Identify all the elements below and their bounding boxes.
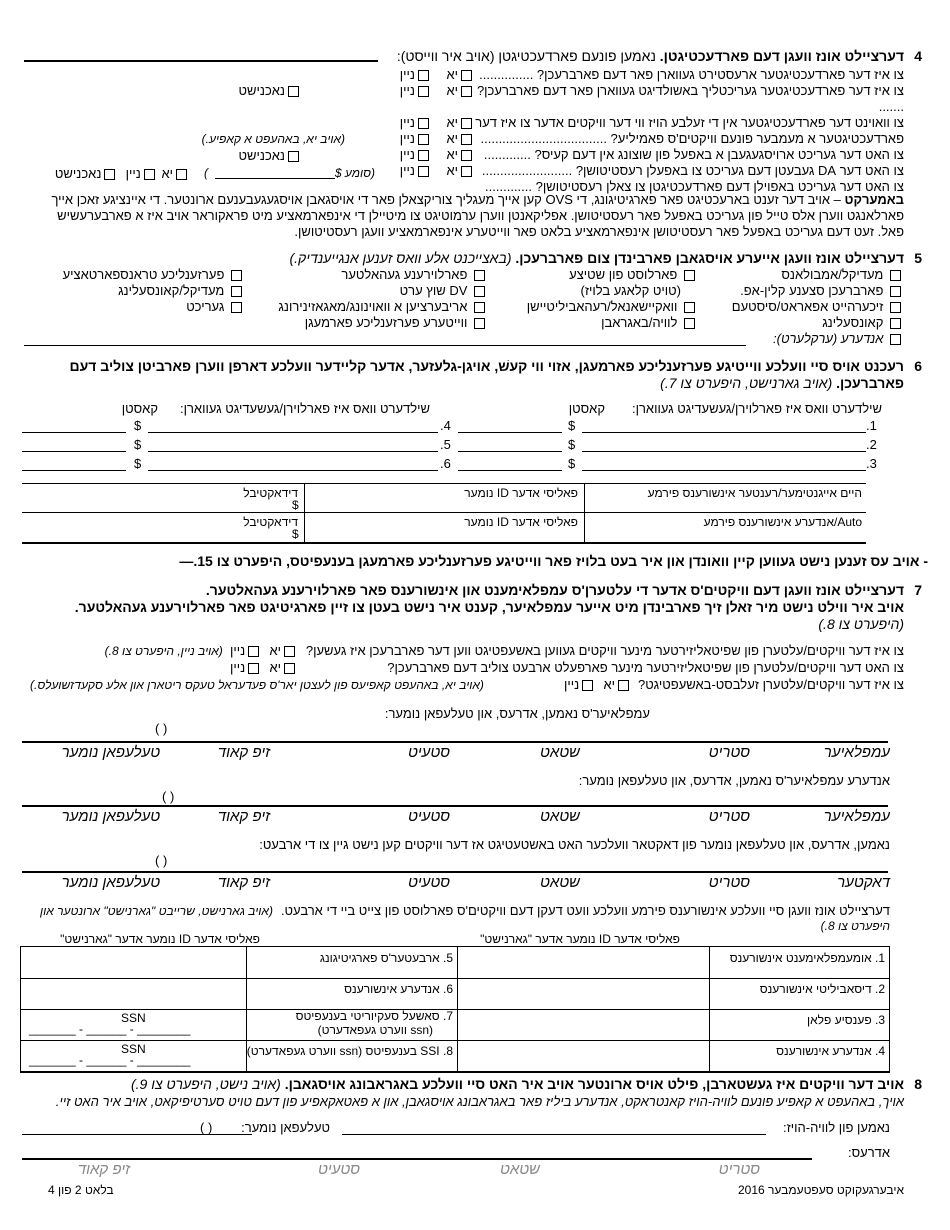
footer-page: בלאט 2 פון 4 [48,1183,114,1197]
property-insurance-table [22,483,866,544]
no-label: ניין [399,147,415,162]
funeral-phone-area[interactable]: ( ) [200,1120,213,1135]
q4-r3-yes-checkbox[interactable] [461,118,472,129]
q4-q-da-restitution: צו האט דער DA געבעטן דעם געריכט צו באפעלן רעסטיטושן? ......................... [481,163,904,178]
other-phone-col: טעלעפאן נומער [61,808,160,825]
q7-r1-yes-checkbox[interactable] [284,646,295,657]
employer-phone-area[interactable]: ( ) [155,721,168,736]
other-employer-phone-area[interactable]: ( ) [162,789,175,804]
q7-r3-no-checkbox[interactable] [582,680,593,691]
q5-col3 [258,267,488,331]
wage-insurance-grid [20,946,890,1073]
q7-r3-yes-checkbox[interactable] [618,680,629,691]
q5-cleanup-checkbox[interactable] [890,286,901,297]
no-label: ניין [399,115,415,130]
q4-copy-note: (אויב יא, באהעפט א קאפיע.) [201,132,345,146]
doctor-street-col: סטריט [708,874,750,891]
q5-col4 [25,267,245,315]
q4-q-arrested: צו איז דער פארדעכטיגטער ארעסטירט געווארן פאר דעם פארברעכן? ............... [479,67,904,82]
doctor-address-line[interactable] [22,871,888,873]
q5-vocational-checkbox[interactable] [684,302,695,313]
ins1-company-label[interactable]: היים אייגנטימער/רענטער אינשורענס פירמע [647,486,862,500]
q4-r2-yes-checkbox[interactable] [461,86,472,97]
q4-title-bold: דערציילט אונז וועגן דעם פארדעכטיגטן. [659,48,904,64]
q5-medical-counseling-label: מעדיקל/קאונסעלינג [118,283,225,298]
q4-r1-yes-checkbox[interactable] [461,70,472,81]
q4-title [397,48,904,64]
q4-r1-no-checkbox[interactable] [418,70,429,81]
ins-col-head-left: פאליסי אדער ID נומער אדער "גארנישט" [60,932,260,946]
q6-row5-dollar: $ [134,437,142,452]
yes-label: יא [603,677,615,692]
q4-r6-options-extra [55,166,190,181]
ssn-label-2: SSN [121,1042,146,1056]
q6-col-item-left: שילדערט וואס איז פארלוירן/געשעדיגט געווארן: [179,401,430,416]
q7-r2-options [230,660,298,675]
q4-r3-no-checkbox[interactable] [418,118,429,129]
q5-court-checkbox[interactable] [231,302,242,313]
q7-r2-no-checkbox[interactable] [248,663,259,674]
yes-label: יא [446,83,458,98]
q6-row6-num: 6. [440,456,451,471]
q5-transport-label: פערזענליכע טראנספארטאציע [62,267,225,282]
doctor-zip-col: זיפ קאוד [217,874,270,891]
q6-row5-item-field[interactable] [148,451,438,452]
funeral-zip-col: זיפ קאוד [77,1161,130,1178]
q4-number: 4 [914,48,922,64]
q7-skip8-note: (אויב ניין, היפערט צו 8.) [104,644,223,658]
q4-q-family: פארדעכטיגטער א מעמבער פונעם וויקטים'ס פאמיליע? ................................... [480,131,904,146]
yes-label: יא [269,643,281,658]
q4-r4-yes-checkbox[interactable] [461,134,472,145]
q4-r6-unknown-checkbox[interactable] [104,169,115,180]
q6-col-cost-right: קאסטן [568,401,605,416]
q5-relocation-checkbox[interactable] [474,302,485,313]
employer-label: עמפלאיער'ס נאמען, אדרעס, און טעלעפאן נומער: [384,706,650,721]
ins1-policy-label[interactable]: פאליסי אדער ID נומער [464,486,578,500]
ssn-label-1: SSN [121,1011,146,1025]
q7-title-line3: (היפערט צו 8.) [818,616,904,632]
q6-row2-dollar: $ [568,437,576,452]
yes-label: יא [446,67,458,82]
yes-label: יא [446,131,458,146]
q7-r1-no-checkbox[interactable] [248,646,259,657]
q7-title-line1: דערציילט אונז וועגן דעם וויקטים'ס אדער די עלטערן'ס עמפלאימענט און אינשורענס פאר פארלוירענע געהאלטער. [205,582,904,598]
wage-insurance-intro-note2: היפערט צו 8.) [820,919,890,933]
q8-title-rest: (אויב נישט, היפערט צו 9.) [130,1076,285,1092]
q4-q-charged: צו איז דער פארדעכטיגטער געריכטליך באשולדיגט געווארן פאר דעם פארברעכן? ....... [476,83,904,114]
other-employer-col: עמפלאיער [823,808,890,825]
q6-col-cost-left: קאסטן [121,401,158,416]
q5-other-checkbox[interactable] [890,334,901,345]
q5-property-label: ווייטערע פערזענליכע פארמעגן [304,315,468,330]
q8-number: 8 [914,1076,922,1092]
q6-col-item-right: שילדערט וואס איז פארלוירן/געשעדיגט געווארן: [631,401,882,416]
doctor-city-col: שטאט [540,874,580,891]
ins-social-security-label: 7. סאשעל סעקיוריטי בענעפיטס [295,1009,453,1023]
q4-r6-no2-checkbox[interactable] [144,169,155,180]
q4-r6-yes2-checkbox[interactable] [176,169,187,180]
ins-unemployment[interactable]: 1. אומעמפלאימענט אינשורענס [729,951,885,965]
q8-subtitle: אויך, באהעפט א קאפיע פונעם לוויה-הויז קאנטראקט, אנדערע ביליז פאר באגראבונג אויסגאבן, און א פאטאקאפיע פון דעם טויט סערטיפיקאט, אויב איר האט זיי. [55,1094,904,1109]
q6-title-line1: רעכנט אויס סיי וועלכע ווייטיגע פערזענליכע פארמעגן, אזוי ווי קעשׁ, אויגן-גלעזער, אדער קליידער וועלכע דארפן ווערן פארביטן צוליב דעם [69,358,904,374]
no-label: ניין [230,643,246,658]
no-label: ניין [399,67,415,82]
q5-dv-shelter-label: DV שוץ ערט [399,283,468,298]
q4-q-household: צו וואוינט דער פארדעכטיגטער אין די זעלבע הויז ווי דער וויקטים אדער צו איז דער [475,115,904,130]
q6-row4-item-field[interactable] [148,432,438,433]
ins-col-head-right: פאליסי אדער ID נומער אדער "גארנישט" [480,932,680,946]
q5-death-only-note: (טויט קלאגע בלויז) [580,283,681,298]
q4-row3-options [375,115,475,131]
wage-insurance-intro: דערציילט אונז וועגן סיי וועלכע אינשורענס פירמע וועלכע וועט דעקן דעם וויקטים'ס פארלוסט פון צייט ביי די ארבעט. [280,903,890,918]
q7-q-employed: צו איז דער וויקטים/עלטערן פון שפיטאליזירטער מינער וויקטים געווען באשעפטיגט ווען דער פארברעכן איז געשען? [305,643,904,658]
q5-medical-label: מעדיקל/אמבולאנס [781,267,884,282]
restitution-sum-field[interactable] [215,178,335,179]
ins2-deductible-label[interactable]: דידאקטיבל [243,515,298,529]
q6-row6-cost-field[interactable] [22,470,126,471]
q6-row1-num: 1. [866,418,877,433]
q8-title-bold: אויב דער וויקטים איז געשטארבן, פילט אויס ארונטער אויב איר האט סיי וועלכע באגראבונג אויסגאבן. [284,1076,904,1092]
funeral-city-col: שטאט [500,1161,540,1178]
q5-loss-support-label: פארלוסט פון שטיצע [569,267,678,282]
funeral-phone-label: טעלעפאן נומער: [241,1120,330,1135]
q6-skip-note: - אויב עס זענען נישט געווען קיין וואונדן און איר בעט בלויז פאר ווייטיגע פערזענליכע פארמעגן בענעפיטס, היפערט צו 15.— [179,553,928,569]
wage-insurance-intro-note: (אויב גארנישט, שרייבט "גארנישט" ארונטער און [40,904,273,918]
q5-title [290,250,905,266]
q6-row2-num: 2. [866,437,877,452]
q7-r3-options [564,677,632,692]
q5-lost-wages-label: פארלוירענע געהאלטער [341,267,468,282]
yes-label: יא [446,147,458,162]
q5-dv-shelter-checkbox[interactable] [474,286,485,297]
yes-label: יא [446,163,458,178]
ins1-deductible-label[interactable]: דידאקטיבל [243,486,298,500]
q4-r2-unknown [239,83,302,98]
funeral-phone-field[interactable] [22,1134,252,1135]
q6-row1-cost-field[interactable] [458,432,562,433]
ssn-field-2[interactable]: _______ - ______ - ________ [29,1053,191,1067]
ssn-field-1[interactable]: _______ - ______ - ________ [29,1022,191,1036]
ins-workers-comp[interactable]: 5. ארבעטער'ס פארגיטיגונג [319,951,453,965]
ins1-dollar: $ [292,498,299,512]
q5-counseling-label: קאונסעלינג [822,315,884,330]
q5-other-label: אנדערע (ערקלערט): [773,331,884,346]
q6-number: 6 [914,358,922,374]
sum-label: (סומע $ [334,166,375,180]
suspect-name-field[interactable] [24,60,378,62]
q5-transport-checkbox[interactable] [231,270,242,281]
q6-title-bold: פארברעכן. [836,375,904,391]
q4-remark [24,192,904,240]
employer-street-col: סטריט [708,744,750,761]
employer-zip-col: זיפ קאוד [217,744,270,761]
q4-row4-options [375,131,475,147]
no-label: ניין [564,677,580,692]
remark-line3: פאל. זעט דעם געריכט באפעל פאר רעסטיטושן אינפארמאציע בלאט פאר ווייטערע אינפארמאציע וועגן רעסטיטושן. [294,224,904,239]
q6-row6-item-field[interactable] [148,470,438,471]
employer-city-col: שטאט [540,744,580,761]
q5-court-label: געריכט [186,299,225,314]
q4-row1-options [375,67,475,83]
q5-title-bold: דערציילט אונז וועגן אייערע אויסגאבן פארבינדן צום פארברעכן. [515,250,904,266]
ins2-dollar: $ [292,527,299,541]
q6-row4-num: 4. [440,418,451,433]
q4-r5-yes-checkbox[interactable] [461,150,472,161]
doctor-col: דאקטער [837,874,890,891]
other-employer-address-line[interactable] [22,805,888,807]
q5-number: 5 [914,250,922,266]
other-city-col: שטאט [540,808,580,825]
q6-row6-dollar: $ [134,456,142,471]
funeral-home-label: נאמען פון לוויה-הויז: [782,1120,890,1135]
q7-r1-options [105,643,298,658]
other-street-col: סטריט [708,808,750,825]
ins-other-left[interactable]: 4. אנדערע אינשורענס [776,1044,885,1058]
q4-r5-unknown-checkbox[interactable] [288,151,299,162]
employer-phone-col: טעלעפאן נומער [61,744,160,761]
q6-row3-num: 3. [866,456,877,471]
doctor-phone-col: טעלעפאן נומער [61,874,160,891]
q7-q-self-employed: צו איז דער וויקטים/עלטערן זעלבסט-באשעפטיגט? [637,677,904,692]
no-label: ניין [230,660,246,675]
q7-number: 7 [914,582,922,598]
remark-bold: באמערקט [844,192,904,207]
q7-selfemp-note: (אויב יא, באהעפט קאפיעס פון לעצטן יאר'ס פעדעראל טעקס ריטארן און אלע סקעדזשועלס.) [30,678,484,692]
q6-row2-item-field[interactable] [582,451,866,452]
q4-row5-options [375,147,475,163]
q5-loss-support-checkbox[interactable] [684,270,695,281]
other-zip-col: זיפ קאוד [217,808,270,825]
q6-row3-dollar: $ [568,456,576,471]
q7-r2-yes-checkbox[interactable] [284,663,295,674]
funeral-address-line[interactable] [22,1158,812,1160]
employer-address-line[interactable] [22,741,888,743]
q4-r2-unknown-checkbox[interactable] [288,86,299,97]
q5-cleanup-label: פארברעכן סצענע קלין-אפ. [740,283,884,298]
yes-label: יא [269,660,281,675]
q5-vocational-label: וואקיישאנאל/רעהאביליטיישן [526,299,678,314]
unknown-label: נאכנישט [238,83,285,98]
q5-relocation-label: אריבערציען א וואוינונג/מאגאזינירונג [278,299,468,314]
q6-row2-cost-field[interactable] [458,451,562,452]
doctor-state-col: סטעיט [407,874,450,891]
employer-state-col: סטעיט [407,744,450,761]
q7-q-missed-work: צו האט דער וויקטים/עלטערן פון שפיטאליזירטער מינער פארפעלט ארבעט צוליב דעם פארברעכן? [387,660,904,675]
q4-r6-yes-checkbox[interactable] [461,166,472,177]
q4-yes-no-column [375,67,475,179]
remark-line2: פארלאנגט ווערן אלס טייל פון געריכט באפעל פאר רעסטיטושן. אפליקאנטן ווערן ערמוטיגט צו מיטיילן די אינפארמאציע מיט פראקוראר אויב איז א פארבערעשיש [57,208,904,223]
ins-pension[interactable]: 3. פענסיע פלאן [807,1013,885,1027]
q8-title [131,1076,904,1092]
ins-other-right[interactable]: 6. אנדערע אינשורענס [344,982,453,996]
q4-questions [474,67,904,195]
q6-title-rest: (אויב גארנישט, היפערט צו 7.) [660,375,837,391]
q4-q-court-restitution: צו האט דער געריכט באפוילן דעם פארדעכטיגטן צו צאלן רעסטיטושן? ............. [485,179,904,194]
q5-title-rest: (באצייכנט אלע וואס זענען אנגייענדיק.) [289,250,516,266]
q4-r6-no-checkbox[interactable] [418,166,429,177]
funeral-state-col: סטעיט [317,1161,360,1178]
unknown-label: נאכנישט [54,166,102,181]
q6-row1-item-field[interactable] [582,432,866,433]
no-label: ניין [399,163,415,178]
yes-label: יא [161,166,173,181]
q6-row4-dollar: $ [134,418,142,433]
q4-q-protection-order: צו האט דער געריכט ארויסגעגעבן א באפעל פון שוצונג אין דעם קעיס? ............. [483,147,904,162]
ins-ssn-required-note: (ssn ווערט געפאדערט) [317,1023,433,1037]
ins-ssi[interactable]: 8. SSI בענעפיטס (ssn ווערט געפאדערט) [246,1044,453,1058]
footer-date: איבערגעקוקט סעפטעמבער 2016 [737,1183,904,1197]
remark-text: – אויב דער זענט בארעכטיגט פאר פארגיטיגונג, די OVS קען אייך מעגליך צוריקצאלן פאר די אויסגאבן אויסגעגעבענעם ארונטער. די איינציגע זאכן אייך [51,192,845,207]
q6-row4-cost-field[interactable] [22,432,126,433]
q4-r5-no-checkbox[interactable] [418,150,429,161]
q5-security-label: זיכערהייט אפאראט/סיסטעם [731,299,884,314]
q6-title-line2 [660,375,904,391]
q5-counseling-checkbox[interactable] [890,318,901,329]
q5-medical-counseling-checkbox[interactable] [231,286,242,297]
other-employer-label: אנדערע עמפלאיער'ס נאמען, אדרעס, און טעלעפאן נומער: [578,773,890,788]
ins-disability[interactable]: 2. דיסאביליטי אינשורענס [759,982,885,996]
q6-row1-dollar: $ [568,418,576,433]
funeral-street-col: סטריט [718,1161,760,1178]
q5-lost-wages-checkbox[interactable] [474,270,485,281]
doctor-phone-area[interactable]: ( ) [155,853,168,868]
no-label: ניין [399,131,415,146]
no-label: ניין [125,166,141,181]
funeral-home-field[interactable] [342,1134,766,1135]
q4-title-rest: נאמען פונעם פארדעכטיגטן (אויב איר ווייסט): [396,48,660,64]
q5-col2 [488,267,698,331]
q5-funeral-label: לוויה/באגראבן [601,315,678,330]
employer-col: עמפלאיער [823,744,890,761]
q5-other-explain-field[interactable] [24,345,746,346]
no-label: ניין [399,83,415,98]
unknown-label: נאכנישט [238,148,285,163]
q6-row5-cost-field[interactable] [22,451,126,452]
yes-label: יא [446,115,458,130]
sum-close-paren: ) [204,166,208,180]
q6-row3-item-field[interactable] [582,470,866,471]
q4-r4-no-checkbox[interactable] [418,134,429,145]
ins2-policy-label[interactable]: פאליסי אדער ID נומער [464,515,578,529]
q7-title-line2: אויב איר ווילט נישט מיר זאלן זיך פארבינדן מיט אייער עמפלאיער, קענט איר נישט בעטן צו זיין פארגיטיגט פאר פארלוירענע געהאלטער. [74,599,904,615]
other-state-col: סטעיט [407,808,450,825]
q5-security-checkbox[interactable] [890,302,901,313]
q5-property-checkbox[interactable] [474,318,485,329]
q5-funeral-checkbox[interactable] [684,318,695,329]
q6-row3-cost-field[interactable] [458,470,562,471]
ins2-company-label[interactable]: Auto/אנדערע אינשורענס פירמע [703,515,862,529]
q4-row2-options [375,83,475,99]
q4-row6-options [375,163,475,179]
q4-r2-no-checkbox[interactable] [418,86,429,97]
q4-r5-unknown [239,148,302,163]
q5-col1 [694,267,904,347]
ins-social-security[interactable] [253,1009,453,1037]
q6-row5-num: 5. [440,437,451,452]
funeral-address-label: אדרעס: [847,1145,890,1160]
q5-medical-checkbox[interactable] [890,270,901,281]
doctor-label: נאמען, אדרעס, און טעלעפאן נומער פון דאקטאר וועלכער האט באשטעטיגט אז דער וויקטים קען נישט גיין צו די ארבעט: [259,837,890,852]
